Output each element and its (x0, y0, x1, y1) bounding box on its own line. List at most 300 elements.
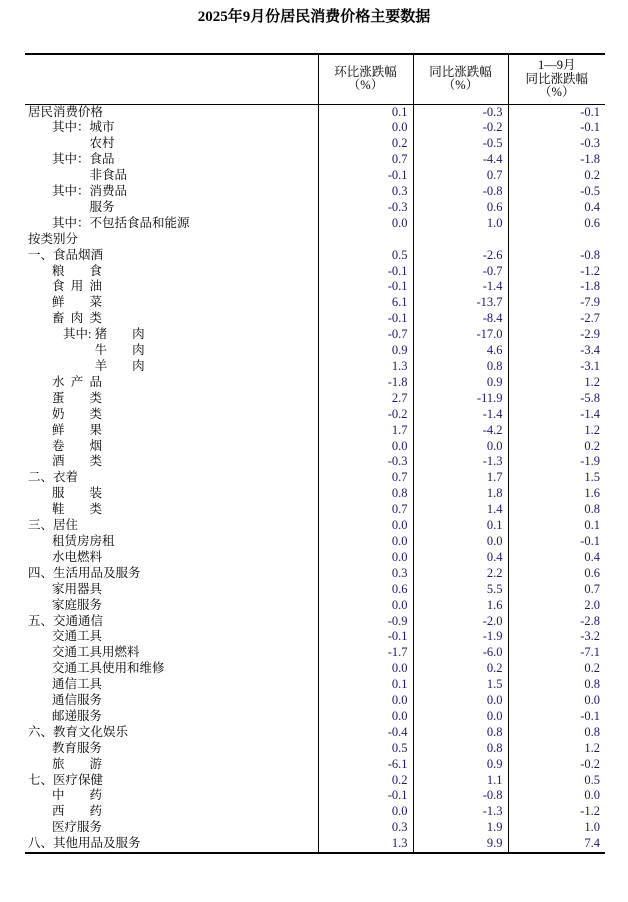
label-text: 羊 肉 (94, 359, 145, 373)
value-cell: 6.1 (318, 295, 413, 311)
value-cell: -0.3 (413, 104, 508, 120)
value-cell: 2.2 (413, 566, 508, 582)
value-cell: -0.1 (508, 709, 605, 725)
label-text: 八、其他用品及服务 (28, 836, 141, 851)
row-label (25, 184, 318, 200)
value-cell: 0.0 (318, 120, 413, 136)
table-row (25, 120, 605, 136)
table-row (25, 104, 605, 120)
value-cell: 0.0 (413, 693, 508, 709)
table-row (25, 264, 605, 280)
value-cell: 0.1 (318, 677, 413, 693)
value-cell: 0.0 (318, 804, 413, 820)
table-row (25, 534, 605, 550)
value-cell: 0.8 (413, 741, 508, 757)
row-label (25, 693, 318, 709)
value-cell: -2.9 (508, 327, 605, 343)
value-cell: 0.8 (508, 725, 605, 741)
value-cell: 0.3 (318, 566, 413, 582)
value-cell: -11.9 (413, 391, 508, 407)
table-row (25, 391, 605, 407)
value-cell: 1.6 (508, 486, 605, 502)
value-cell: -0.1 (318, 788, 413, 804)
value-cell: 0.0 (318, 216, 413, 232)
value-cell: 0.8 (508, 502, 605, 518)
table-row (25, 184, 605, 200)
row-label (25, 200, 318, 216)
row-label (25, 629, 318, 645)
value-cell: 0.7 (413, 168, 508, 184)
label-text: 服 装 (52, 486, 102, 501)
label-text: 服务 (89, 199, 115, 214)
value-cell: 1.5 (508, 470, 605, 486)
value-cell: -1.4 (508, 407, 605, 423)
value-cell: -6.1 (318, 757, 413, 773)
row-label (25, 582, 318, 598)
value-cell: -1.8 (508, 279, 605, 295)
table-row (25, 359, 605, 375)
value-cell: 2.7 (318, 391, 413, 407)
value-cell: 0.0 (318, 550, 413, 566)
value-cell: 0.9 (413, 757, 508, 773)
value-cell: 0.2 (318, 773, 413, 789)
value-cell: 0.0 (318, 709, 413, 725)
label-text: 旅 游 (52, 756, 102, 771)
value-cell: 0.0 (318, 693, 413, 709)
table-row (25, 295, 605, 311)
row-label (25, 757, 318, 773)
row-label (25, 486, 318, 502)
value-cell: 0.0 (508, 788, 605, 804)
label-text: 西 药 (52, 804, 102, 819)
label-text: 食品 (89, 152, 115, 167)
value-cell: 1.6 (413, 598, 508, 614)
value-cell: -8.4 (413, 311, 508, 327)
label-prefix: 其中： (52, 215, 90, 230)
table-row (25, 136, 605, 152)
header-cell-empty (25, 54, 318, 104)
value-cell: 1.1 (413, 773, 508, 789)
table-row (25, 470, 605, 486)
row-label (25, 566, 318, 582)
value-cell: -2.0 (413, 614, 508, 630)
value-cell: -0.4 (318, 725, 413, 741)
label-text: 消费品 (89, 184, 128, 199)
label-text: 一、食品烟酒 (28, 247, 104, 262)
value-cell: 0.4 (508, 200, 605, 216)
label-text: 三、居住 (28, 518, 79, 533)
table-row (25, 645, 605, 661)
value-cell: 1.7 (318, 423, 413, 439)
value-cell: -0.5 (413, 136, 508, 152)
row-label (25, 311, 318, 327)
value-cell: -0.2 (318, 407, 413, 423)
row-label (25, 216, 318, 232)
table-row (25, 741, 605, 757)
value-cell: 1.8 (413, 486, 508, 502)
label-text: 四、生活用品及服务 (28, 565, 141, 580)
value-cell: 0.0 (318, 518, 413, 534)
label-text: 二、衣着 (28, 470, 79, 485)
header-mom-line1: 环比涨跌幅 (334, 64, 397, 79)
value-cell: 0.3 (318, 184, 413, 200)
label-text: 酒 类 (52, 454, 102, 469)
value-cell: -0.1 (318, 264, 413, 280)
row-label (25, 279, 318, 295)
row-label (25, 709, 318, 725)
label-text: 猪 肉 (94, 327, 145, 342)
row-label (25, 645, 318, 661)
label-text: 六、教育文化娱乐 (28, 724, 129, 739)
value-cell: 0.6 (413, 200, 508, 216)
table-row (25, 582, 605, 598)
value-cell: 1.2 (508, 741, 605, 757)
value-cell: 0.2 (508, 661, 605, 677)
header-cell-mom (318, 54, 413, 104)
header-ytd-line1: 1—9月 (537, 58, 576, 72)
value-cell: -4.2 (413, 423, 508, 439)
value-cell: 4.6 (413, 343, 508, 359)
value-cell: -0.1 (318, 279, 413, 295)
value-cell: -0.1 (318, 311, 413, 327)
header-ytd-line3: （%） (539, 85, 575, 99)
value-cell: 0.2 (508, 439, 605, 455)
label-text: 五、交通通信 (28, 613, 104, 628)
row-label (25, 407, 318, 423)
row-label (25, 264, 318, 280)
table-row (25, 502, 605, 518)
value-cell: 1.3 (318, 836, 413, 853)
value-cell: -1.8 (508, 152, 605, 168)
value-cell: 0.0 (318, 534, 413, 550)
row-label (25, 232, 318, 248)
value-cell: -1.4 (413, 279, 508, 295)
row-label (25, 598, 318, 614)
value-cell: 0.0 (413, 709, 508, 725)
value-cell: -0.8 (508, 248, 605, 264)
value-cell: -1.2 (508, 264, 605, 280)
label-text: 农村 (89, 136, 115, 151)
value-cell: -1.9 (508, 454, 605, 470)
value-cell: 1.9 (413, 820, 508, 836)
row-label (25, 804, 318, 820)
table-row (25, 518, 605, 534)
value-cell: 1.4 (413, 502, 508, 518)
row-label (25, 725, 318, 741)
cpi-table (25, 53, 605, 854)
row-label (25, 295, 318, 311)
value-cell: 1.2 (508, 423, 605, 439)
table-row (25, 677, 605, 693)
value-cell: -0.7 (318, 327, 413, 343)
label-text: 鞋 类 (52, 502, 102, 517)
row-label (25, 534, 318, 550)
row-label (25, 152, 318, 168)
label-text: 家用器具 (52, 581, 103, 596)
row-label (25, 327, 318, 343)
label-text: 邮递服务 (52, 708, 103, 723)
label-text: 通信工具 (52, 677, 103, 692)
row-label (25, 104, 318, 120)
row-label (25, 391, 318, 407)
value-cell: 0.7 (318, 152, 413, 168)
value-cell: 0.1 (413, 518, 508, 534)
label-text: 鲜 果 (52, 422, 102, 437)
value-cell: -5.8 (508, 391, 605, 407)
row-label (25, 136, 318, 152)
label-text: 城市 (89, 120, 115, 135)
table-row (25, 486, 605, 502)
label-text: 卷 烟 (52, 438, 102, 453)
label-prefix: 其中： (52, 152, 90, 167)
value-cell: -0.8 (413, 184, 508, 200)
value-cell: -3.1 (508, 359, 605, 375)
value-cell: 0.0 (318, 598, 413, 614)
value-cell: 0.6 (508, 566, 605, 582)
label-prefix: 其中: (63, 327, 95, 342)
value-cell: -0.5 (508, 184, 605, 200)
header-cell-ytd (508, 54, 605, 104)
table-row (25, 232, 605, 248)
label-text: 医疗服务 (52, 820, 103, 835)
value-cell: -0.8 (413, 788, 508, 804)
table-row (25, 375, 605, 391)
row-label (25, 359, 318, 375)
table-row (25, 343, 605, 359)
label-prefix: 其中： (52, 184, 90, 199)
table-row (25, 773, 605, 789)
table-row (25, 757, 605, 773)
value-cell: 0.0 (413, 439, 508, 455)
table-row (25, 661, 605, 677)
value-cell: -2.6 (413, 248, 508, 264)
value-cell: -0.3 (318, 454, 413, 470)
value-cell: 0.5 (318, 248, 413, 264)
value-cell: 0.0 (318, 661, 413, 677)
table-row (25, 566, 605, 582)
value-cell (508, 232, 605, 248)
label-text: 水电燃料 (52, 549, 103, 564)
row-label (25, 343, 318, 359)
value-cell: -1.7 (318, 645, 413, 661)
header-ytd-line2: 同比涨跌幅 (525, 71, 588, 86)
value-cell: -1.3 (413, 804, 508, 820)
value-cell: -0.1 (508, 104, 605, 120)
row-label (25, 677, 318, 693)
value-cell: -7.1 (508, 645, 605, 661)
row-label (25, 836, 318, 853)
label-text: 租赁房房租 (52, 533, 115, 548)
value-cell: 0.3 (318, 820, 413, 836)
label-text: 中 药 (52, 788, 102, 803)
table-row (25, 804, 605, 820)
value-cell: -3.4 (508, 343, 605, 359)
table-row (25, 216, 605, 232)
header-row (25, 54, 605, 104)
row-label (25, 423, 318, 439)
value-cell: -1.8 (318, 375, 413, 391)
value-cell: 0.8 (318, 486, 413, 502)
label-prefix: 其中： (52, 120, 90, 135)
label-text: 不包括食品和能源 (89, 215, 190, 230)
value-cell: 0.9 (413, 375, 508, 391)
row-label (25, 375, 318, 391)
row-label (25, 168, 318, 184)
label-text: 奶 类 (52, 406, 102, 421)
value-cell: 0.2 (318, 136, 413, 152)
header-cell-yoy (413, 54, 508, 104)
value-cell: 0.7 (318, 470, 413, 486)
table-row (25, 709, 605, 725)
value-cell: 0.4 (508, 550, 605, 566)
row-label (25, 518, 318, 534)
table-row (25, 788, 605, 804)
value-cell: -0.2 (413, 120, 508, 136)
label-text: 牛 肉 (94, 343, 145, 358)
table-row (25, 598, 605, 614)
value-cell: 0.8 (413, 359, 508, 375)
page-title: 2025年9月份居民消费价格主要数据 (197, 9, 431, 25)
value-cell: 0.9 (318, 343, 413, 359)
value-cell: -4.4 (413, 152, 508, 168)
value-cell: 5.5 (413, 582, 508, 598)
value-cell: -6.0 (413, 645, 508, 661)
header-yoy-line1: 同比涨跌幅 (429, 64, 492, 79)
value-cell: 0.8 (508, 677, 605, 693)
label-text: 非食品 (89, 168, 128, 183)
label-text: 交通工具 (52, 629, 103, 644)
label-text: 粮 食 (52, 263, 102, 278)
row-label (25, 120, 318, 136)
row-label (25, 741, 318, 757)
table-row (25, 407, 605, 423)
value-cell: -0.1 (318, 168, 413, 184)
label-text: 鲜 菜 (52, 295, 102, 310)
value-cell: 0.6 (318, 582, 413, 598)
label-text: 通信服务 (52, 693, 103, 708)
header-mom-line2: （%） (347, 78, 384, 93)
table-row (25, 550, 605, 566)
value-cell: 7.4 (508, 836, 605, 853)
table-row (25, 614, 605, 630)
value-cell: 2.0 (508, 598, 605, 614)
value-cell: 0.0 (508, 693, 605, 709)
label-text: 居民消费价格 (28, 104, 104, 119)
table-row (25, 836, 605, 853)
value-cell: -3.2 (508, 629, 605, 645)
value-cell: 0.7 (318, 502, 413, 518)
value-cell (318, 232, 413, 248)
row-label (25, 661, 318, 677)
value-cell: -0.1 (508, 120, 605, 136)
label-text: 食 用 油 (52, 279, 102, 294)
label-text: 水 产 品 (52, 374, 102, 389)
value-cell: -1.4 (413, 407, 508, 423)
value-cell: 1.3 (318, 359, 413, 375)
value-cell: -17.0 (413, 327, 508, 343)
table-row (25, 200, 605, 216)
value-cell: 9.9 (413, 836, 508, 853)
table-row (25, 629, 605, 645)
label-text: 家庭服务 (52, 597, 103, 612)
value-cell: 0.4 (413, 550, 508, 566)
table-row (25, 693, 605, 709)
value-cell: -7.9 (508, 295, 605, 311)
value-cell: -2.7 (508, 311, 605, 327)
table-row (25, 327, 605, 343)
label-text: 畜 肉 类 (52, 311, 102, 326)
value-cell: -0.3 (318, 200, 413, 216)
table-row (25, 168, 605, 184)
row-label (25, 773, 318, 789)
value-cell: 0.0 (318, 439, 413, 455)
value-cell: 0.8 (413, 725, 508, 741)
table-row (25, 423, 605, 439)
value-cell: 1.7 (413, 470, 508, 486)
label-text: 七、医疗保健 (28, 772, 104, 787)
row-label (25, 788, 318, 804)
table-row (25, 820, 605, 836)
value-cell: 0.2 (413, 661, 508, 677)
table-row (25, 454, 605, 470)
value-cell: 1.5 (413, 677, 508, 693)
table-row (25, 725, 605, 741)
value-cell: -13.7 (413, 295, 508, 311)
value-cell: -1.9 (413, 629, 508, 645)
table-row (25, 248, 605, 264)
row-label (25, 248, 318, 264)
value-cell: 0.7 (508, 582, 605, 598)
header-yoy-line2: （%） (442, 78, 479, 93)
value-cell: 0.5 (318, 741, 413, 757)
row-label (25, 550, 318, 566)
value-cell: 0.2 (508, 168, 605, 184)
row-label (25, 502, 318, 518)
row-label (25, 454, 318, 470)
value-cell: -0.2 (508, 757, 605, 773)
table-row (25, 439, 605, 455)
value-cell: 1.0 (508, 820, 605, 836)
value-cell: 1.0 (413, 216, 508, 232)
label-text: 交通工具使用和维修 (52, 661, 165, 676)
label-text: 教育服务 (52, 740, 103, 755)
row-label (25, 439, 318, 455)
value-cell (413, 232, 508, 248)
value-cell: -1.2 (508, 804, 605, 820)
table-row (25, 279, 605, 295)
label-text: 蛋 类 (52, 390, 102, 405)
row-label (25, 820, 318, 836)
row-label (25, 614, 318, 630)
table-body (25, 104, 605, 853)
label-text: 交通工具用燃料 (52, 645, 140, 660)
value-cell: -0.3 (508, 136, 605, 152)
table-row (25, 152, 605, 168)
value-cell: -0.1 (508, 534, 605, 550)
value-cell: -0.1 (318, 629, 413, 645)
value-cell: -2.8 (508, 614, 605, 630)
label-text: 按类别分 (28, 231, 79, 246)
value-cell: 0.1 (508, 518, 605, 534)
value-cell: 1.2 (508, 375, 605, 391)
table-row (25, 311, 605, 327)
value-cell: -1.3 (413, 454, 508, 470)
value-cell: 0.5 (508, 773, 605, 789)
value-cell: 0.6 (508, 216, 605, 232)
row-label (25, 470, 318, 486)
value-cell: 0.1 (318, 104, 413, 120)
value-cell: -0.7 (413, 264, 508, 280)
